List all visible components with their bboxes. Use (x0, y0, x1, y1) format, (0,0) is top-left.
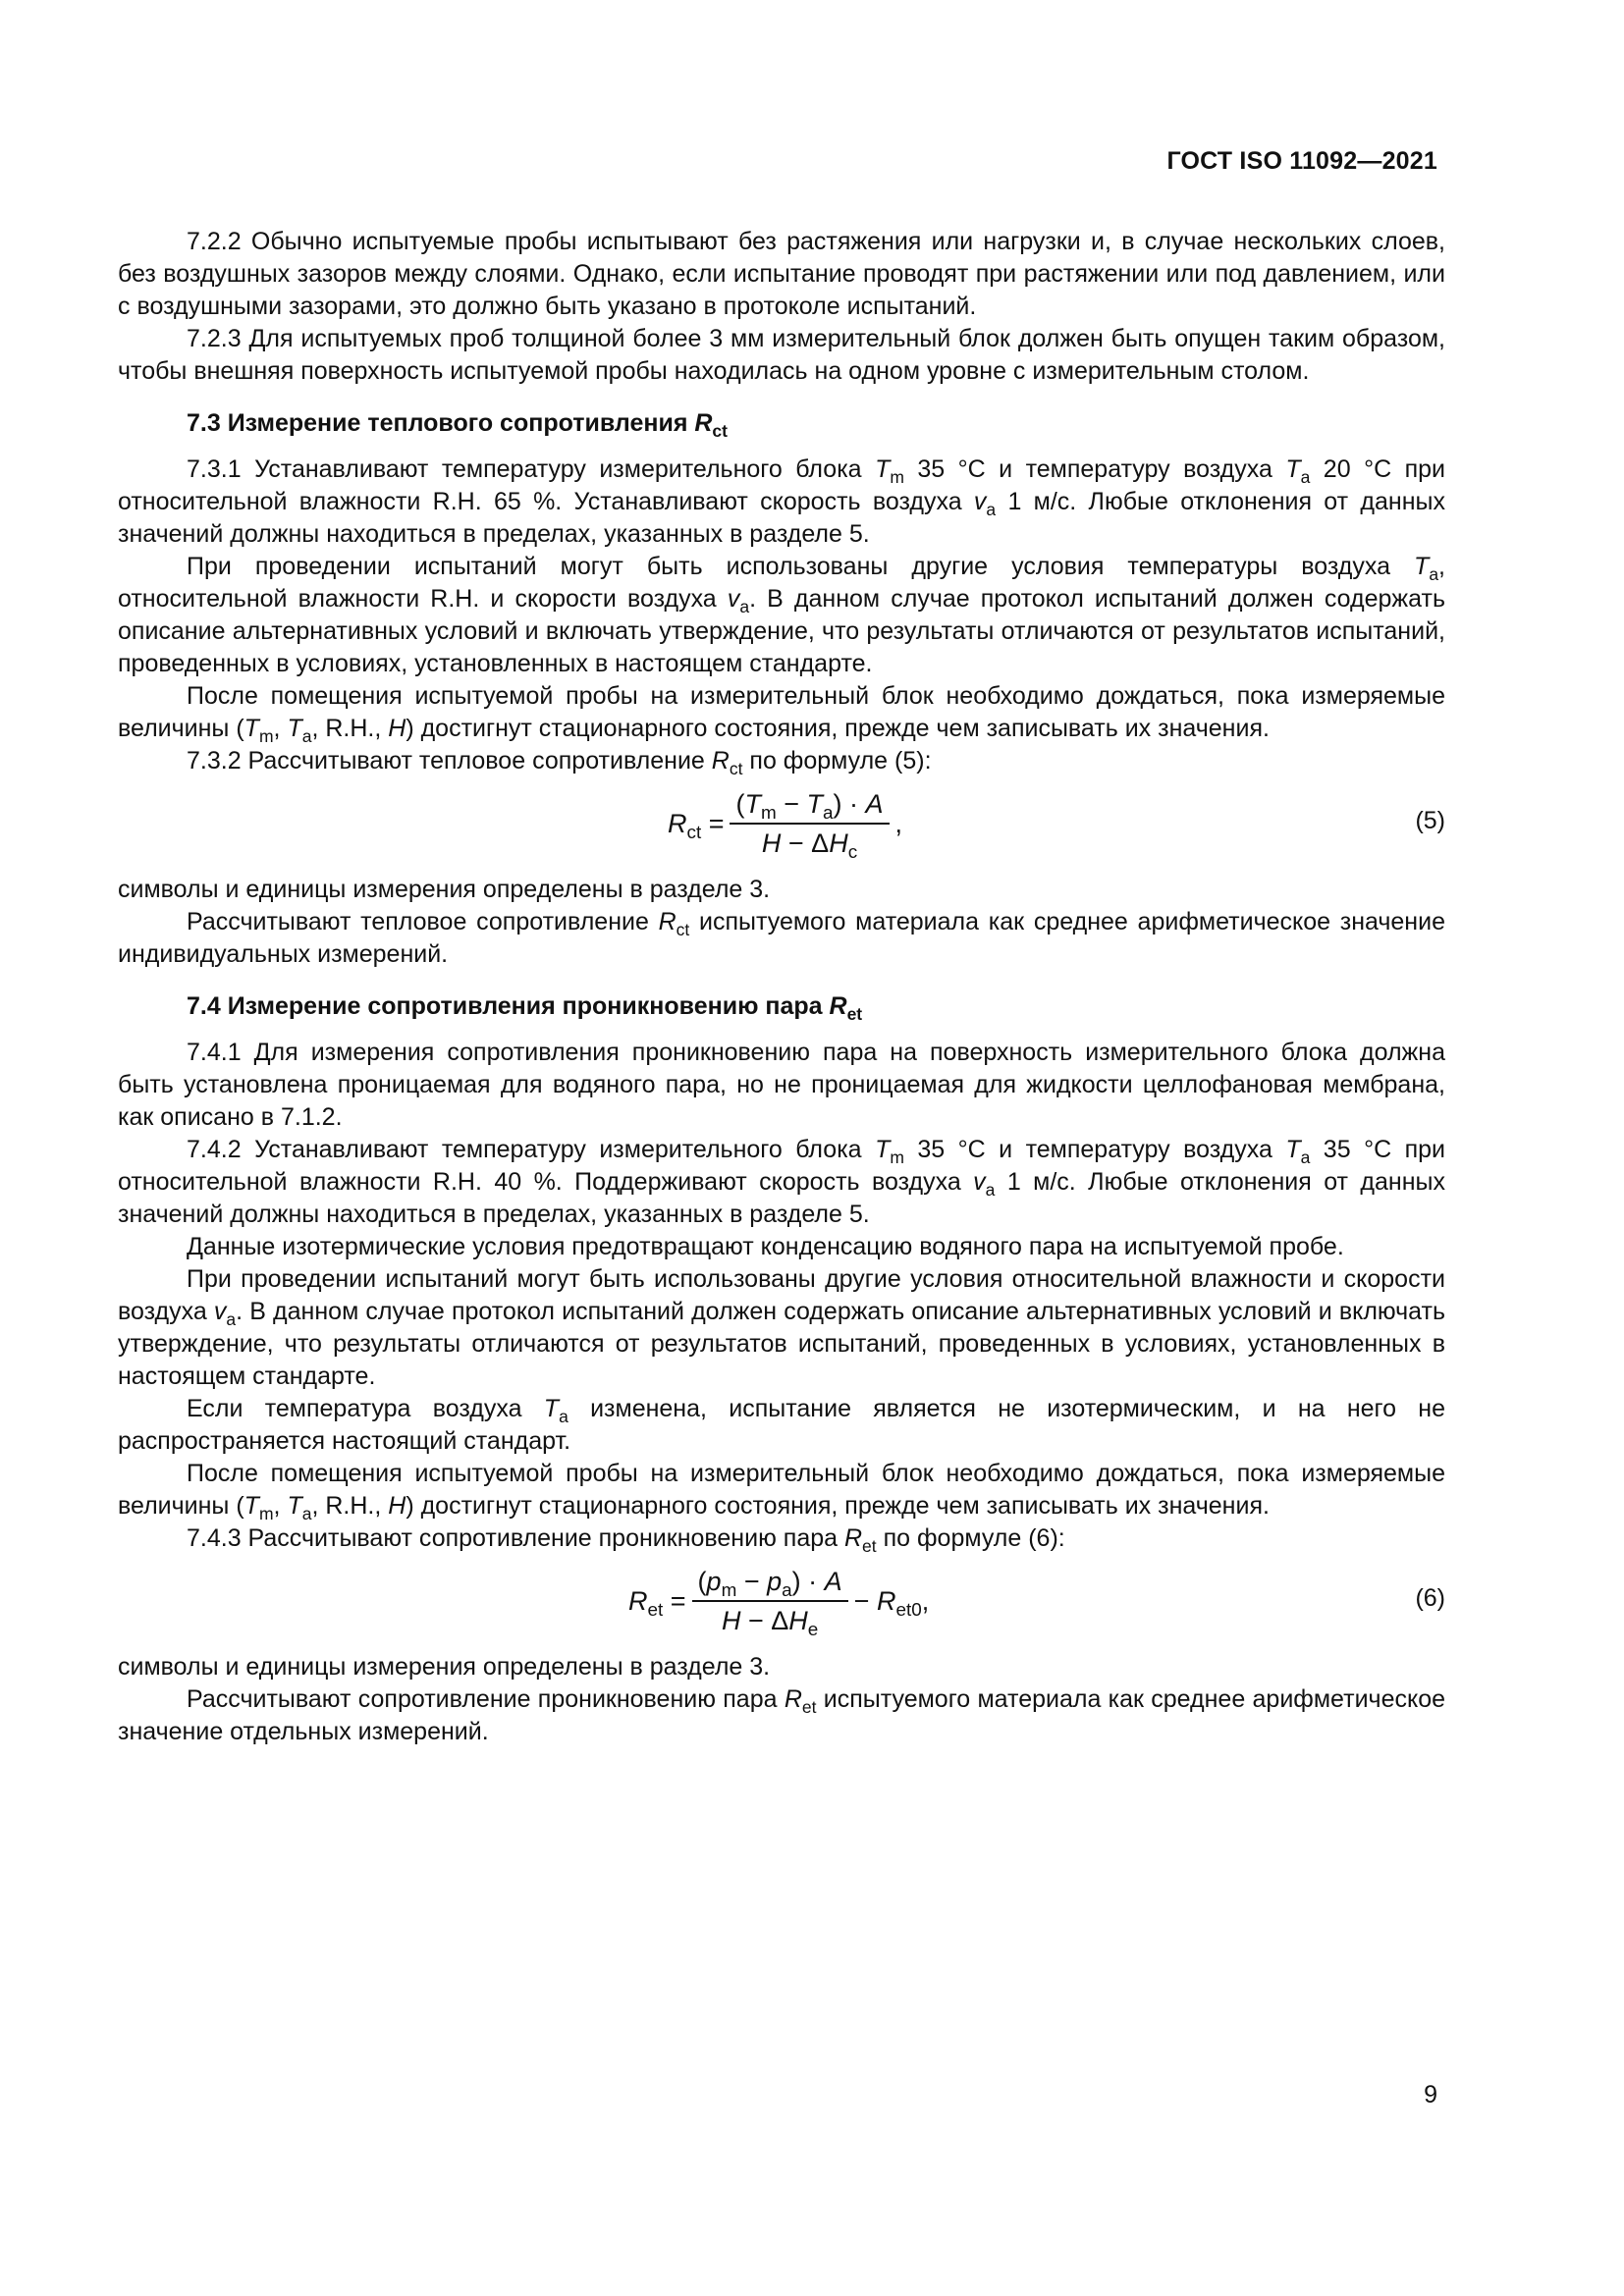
paragraph-7-3-1-alt-conditions: При проведении испытаний могут быть использованы другие условия температуры воздуха $T_a$, относительной влажности R.H. и скорости воздуха $v_a$. В данном случае протокол испытаний должен содержать описание альтернативных условий и включать утверждение, что результаты отличаются от результатов испытаний, проведенных в условиях, установленных в настоящем стандарте. (118, 553, 1445, 677)
paragraph-7-3-1: 7.3.1 Устанавливают температуру измерительного блока $T_m$ 35 °C и температуру воздуха $T_a$ 20 °C при относительной влажности R.H. 65 %. Устанавливают скорость воздуха $v_a$ 1 м/с. Любые отклонения от данных значений должны находиться в пределах, указанных в разделе 5. (118, 455, 1446, 548)
paragraph-7-3-1-steady-state: После помещения испытуемой пробы на измерительный блок необходимо дождаться, пока измеряемые величины ($T_m$, $T_a$, R.H., H) достигнут стационарного состояния, прежде чем записывать их значения. (118, 682, 1445, 746)
paragraph-7-4-2-isothermal: Данные изотермические условия предотвращают конденсацию водяного пара на испытуемой пробе. (187, 1233, 1344, 1260)
paragraph-7-2-3: 7.2.3 Для испытуемых проб толщиной более 3 мм измерительный блок должен быть опущен таким образом, чтобы внешняя поверхность испытуемой пробы находилась на одном уровне с измерительным столом. (118, 325, 1445, 385)
page-number: 9 (1424, 2081, 1437, 2109)
paragraph-7-4-2-temperature-change: Если температура воздуха $T_a$ изменена, испытание является не изотермическим, и на него не распространяется настоящий стандарт. (118, 1395, 1446, 1455)
heading-7-4: 7.4 Измерение сопротивления проникновению пара $R_{et}$ (187, 992, 863, 1024)
paragraph-7-4-1: 7.4.1 Для измерения сопротивления проникновению пара на поверхность измерительного блока должна быть установлена проницаемая для водяного пара, но не проницаемая для жидкости целлофановая мембрана, как описано в 7.1.2. (118, 1039, 1445, 1131)
formula-5-number: (5) (1415, 807, 1445, 834)
paragraph-7-4-2-steady-state: После помещения испытуемой пробы на измерительный блок необходимо дождаться, пока измеряемые величины ($T_m$, $T_a$, R.H., H) достигнут стационарного состояния, прежде чем записывать их значения. (118, 1460, 1445, 1523)
formula-5-expression: $R_{ct}$ = $\frac{(T_m - T_a) \cdot A}{H - \Delta H_c}$ , (668, 789, 903, 863)
heading-7-3: 7.3 Измерение теплового сопротивления $R_{ct}$ (187, 409, 728, 441)
paragraph-7-3-mean: Рассчитывают тепловое сопротивление $R_{ct}$ испытуемого материала как среднее арифметическое значение индивидуальных измерений. (118, 908, 1445, 968)
paragraph-7-4-3: 7.4.3 Рассчитывают сопротивление проникновению пара $R_{et}$ по формуле (6): (187, 1524, 1065, 1556)
paragraph-7-3-2: 7.3.2 Рассчитывают тепловое сопротивление $R_{ct}$ по формуле (5): (187, 747, 932, 778)
paragraph-symbols-note-5: символы и единицы измерения определены в разделе 3. (118, 876, 771, 903)
formula-5 (118, 781, 1445, 870)
paragraph-7-4-2-alt-conditions: При проведении испытаний могут быть использованы другие условия относительной влажности и скорости воздуха $v_a$. В данном случае протокол испытаний должен содержать описание альтернативных условий и включать утверждение, что результаты отличаются от результатов испытаний, проведенных в условиях, установленных в настоящем стандарте. (118, 1265, 1445, 1390)
paragraph-7-4-2: 7.4.2 Устанавливают температуру измерительного блока $T_m$ 35 °C и температуру воздуха $T_a$ 35 °C при относительной влажности R.H. 40 %. Поддерживают скорость воздуха $v_a$ 1 м/с. Любые отклонения от данных значений должны находиться в пределах, указанных в разделе 5. (118, 1136, 1446, 1228)
paragraph-7-2-2: 7.2.2 Обычно испытуемые пробы испытывают без растяжения или нагрузки и, в случае нескольких слоев, без воздушных зазоров между слоями. Однако, если испытание проводят при растяжении или под давлением, или с воздушными зазорами, это должно быть указано в протоколе испытаний. (118, 228, 1445, 320)
paragraph-symbols-note-6: символы и единицы измерения определены в разделе 3. (118, 1653, 771, 1681)
formula-6-number: (6) (1415, 1584, 1445, 1612)
document-body (118, 226, 1445, 1748)
formula-6 (118, 1559, 1445, 1647)
document-code: ГОСТ ISO 11092—2021 (1166, 147, 1437, 175)
formula-6-expression: $R_{et}$ = $\frac{(p_m - p_a) \cdot A}{H - \Delta H_e}$ − $R_{et0}$, (628, 1567, 930, 1640)
paragraph-7-4-mean: Рассчитывают сопротивление проникновению пара $R_{et}$ испытуемого материала как среднее арифметическое значение отдельных измерений. (118, 1685, 1446, 1745)
